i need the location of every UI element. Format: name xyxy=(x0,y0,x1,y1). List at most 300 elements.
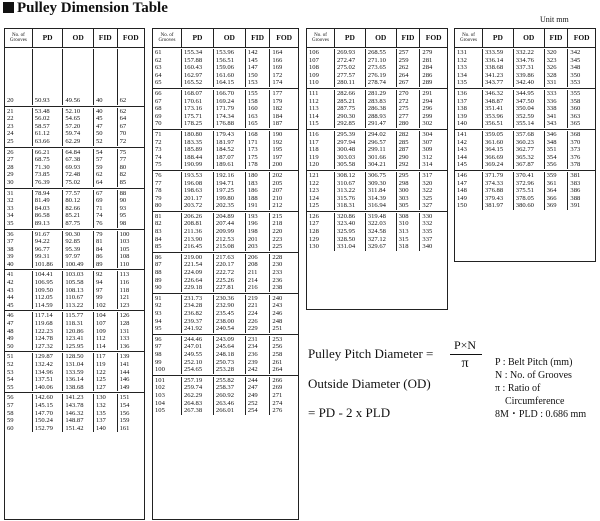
table-row xyxy=(307,79,447,87)
table-cell: 165 xyxy=(246,120,271,128)
table-cell: 54 xyxy=(5,376,33,384)
table-cell: 206.26 xyxy=(182,213,214,221)
table-cell: 100 xyxy=(119,230,130,238)
table-cell: 165.52 xyxy=(182,79,214,87)
table-cell: 285 xyxy=(397,139,421,147)
table-row xyxy=(153,261,298,269)
table-cell: 92 xyxy=(153,302,182,310)
table-row xyxy=(153,98,298,106)
column-header: PD xyxy=(33,29,64,47)
table-cell: 73.85 xyxy=(33,171,64,179)
table-cell: 38 xyxy=(5,246,33,254)
table-cell: 277 xyxy=(397,113,421,121)
table-cell: 93 xyxy=(153,310,182,318)
table-cell: 128.50 xyxy=(63,353,94,361)
table-cell: 351.41 xyxy=(483,105,514,113)
table-cell: 213.90 xyxy=(182,236,214,244)
table-cell: 123 xyxy=(119,301,130,309)
table-cell: 102 xyxy=(153,384,182,392)
table-cell: 361 xyxy=(545,180,569,188)
table-row xyxy=(5,108,144,116)
table-cell: 362.77 xyxy=(514,146,545,154)
table-cell: 310.67 xyxy=(335,180,366,188)
table-cell: 194.71 xyxy=(214,180,246,188)
table-cell: 154 xyxy=(119,401,130,409)
table-row xyxy=(307,105,447,113)
table-cell: 264.83 xyxy=(182,400,214,408)
table-cell: 257 xyxy=(397,49,421,57)
table-cell: 54.65 xyxy=(63,115,94,123)
table-row xyxy=(307,90,447,98)
table-cell: 348.87 xyxy=(483,98,514,106)
table-cell: 259 xyxy=(397,57,421,65)
column-header: FOD xyxy=(276,33,293,43)
table-cell: 350 xyxy=(570,71,581,79)
table-cell: 150.24 xyxy=(33,417,64,425)
column-header: FOD xyxy=(425,33,442,43)
table-cell: 320 xyxy=(422,179,433,187)
table-cell: 244.46 xyxy=(182,336,214,344)
table-cell: 144 xyxy=(119,368,130,376)
table-cell: 136 xyxy=(119,342,130,350)
table-cell: 95.39 xyxy=(63,246,94,254)
table-cell: 308.12 xyxy=(335,172,366,180)
table-cell: 189.61 xyxy=(214,161,246,169)
table-row xyxy=(153,90,298,98)
table-cell: 67.38 xyxy=(63,156,94,164)
table-cell: 346 xyxy=(545,131,569,139)
table-cell: 104 xyxy=(94,312,118,320)
table-cell: 62 xyxy=(119,97,127,104)
fraction-line xyxy=(450,354,482,355)
table-row xyxy=(307,243,447,251)
table-cell: 166.70 xyxy=(214,90,246,98)
table-cell: 121 xyxy=(307,172,335,180)
table-cell: 281.29 xyxy=(366,90,397,98)
table-cell: 204.89 xyxy=(214,213,246,221)
table-cell: 52 xyxy=(5,361,33,369)
table-cell: 88 xyxy=(119,189,127,197)
pitch-diameter-label: Pulley Pitch Diameter = xyxy=(308,346,434,361)
table-cell: 32 xyxy=(5,197,33,205)
table-row xyxy=(5,123,144,131)
table-cell: 42 xyxy=(5,279,33,287)
table-row xyxy=(153,202,298,210)
table-row xyxy=(307,195,447,203)
pulley-table-3 xyxy=(306,28,448,310)
table-row xyxy=(5,343,144,351)
table-cell: 344.95 xyxy=(514,90,545,98)
table-row xyxy=(5,369,144,377)
table-cell: 108.13 xyxy=(63,287,94,295)
table-row xyxy=(307,120,447,128)
table-cell: 103 xyxy=(153,392,182,400)
table-cell: 378 xyxy=(570,161,581,169)
table-cell: 64 xyxy=(119,115,127,123)
column-header: PD xyxy=(483,29,514,47)
table-row xyxy=(307,187,447,195)
table-cell: 222.72 xyxy=(214,269,246,277)
table-cell: 300 xyxy=(397,187,421,195)
table-cell: 69 xyxy=(153,113,182,121)
table-cell: 220.17 xyxy=(214,261,246,269)
row-group xyxy=(5,189,144,230)
table-row xyxy=(153,57,298,65)
table-row xyxy=(153,254,298,262)
table-cell: 72 xyxy=(153,139,182,147)
table-cell: 124.78 xyxy=(33,335,64,343)
table-cell: 376.88 xyxy=(483,187,514,195)
table-cell: 136.14 xyxy=(63,376,94,384)
table-row xyxy=(153,49,298,57)
table-cell: 360.23 xyxy=(514,139,545,147)
table-cell: 270 xyxy=(397,90,421,98)
table-cell: 187 xyxy=(272,120,283,128)
table-cell: 211.36 xyxy=(182,228,214,236)
table-cell: 359.05 xyxy=(483,131,514,139)
table-cell: 207.44 xyxy=(214,220,246,228)
table-cell: 116 xyxy=(119,279,130,287)
table-cell: 285.21 xyxy=(335,98,366,106)
table-cell: 336.14 xyxy=(483,57,514,65)
table-cell: 206 xyxy=(246,254,271,262)
table-cell: 246 xyxy=(272,310,283,317)
table-row xyxy=(153,195,298,203)
table-cell: 105 xyxy=(153,407,182,415)
table-cell: 225.26 xyxy=(214,277,246,285)
table-cell: 97.97 xyxy=(63,253,94,261)
table-row xyxy=(455,57,595,65)
table-cell: 375.51 xyxy=(514,187,545,195)
table-cell: 280 xyxy=(397,120,421,128)
table-cell: 199.80 xyxy=(214,195,246,203)
pitch-numerator: P×N xyxy=(453,338,477,352)
table-cell: 173 xyxy=(246,146,271,154)
table-cell: 220 xyxy=(272,228,283,236)
table-cell: 283.83 xyxy=(366,98,397,106)
table-cell: 141 xyxy=(119,361,130,368)
table-cell: 181.97 xyxy=(214,139,246,147)
table-cell: 57 xyxy=(5,402,33,410)
table-cell: 325 xyxy=(422,194,433,202)
table-cell: 57 xyxy=(94,156,118,164)
table-cell: 95 xyxy=(153,325,182,333)
table-row xyxy=(455,64,595,72)
table-cell: 202 xyxy=(272,171,283,179)
table-cell: 89 xyxy=(153,277,182,285)
table-cell: 41 xyxy=(5,271,33,279)
table-cell: 86 xyxy=(153,254,182,262)
column-header: No. of Grooves xyxy=(153,29,182,47)
table-cell: 215.08 xyxy=(214,243,246,251)
table-cell: 146 xyxy=(119,376,130,384)
table-cell: 168.07 xyxy=(182,90,214,98)
table-cell: 88 xyxy=(153,269,182,277)
table-cell: 183.35 xyxy=(182,139,214,147)
table-cell: 87.75 xyxy=(63,220,94,228)
table-header xyxy=(307,29,447,48)
table-cell: 66.21 xyxy=(33,149,64,157)
table-row xyxy=(5,246,144,254)
table-cell: 184.52 xyxy=(214,146,246,154)
table-cell: 160.43 xyxy=(182,64,214,72)
legend-pld: 8M・PLD : 0.686 mm xyxy=(495,409,587,420)
table-cell: 295.39 xyxy=(335,131,366,139)
table-cell: 59 xyxy=(5,417,33,425)
row-group xyxy=(455,48,595,89)
table-row xyxy=(153,343,298,351)
table-cell: 58 xyxy=(5,410,33,418)
table-cell: 95 xyxy=(119,212,127,220)
table-cell: 89 xyxy=(94,261,118,269)
table-row xyxy=(455,113,595,121)
table-cell: 102 xyxy=(94,302,118,310)
table-cell: 262.29 xyxy=(182,392,214,400)
table-header xyxy=(153,29,298,48)
table-cell: 106 xyxy=(307,49,335,57)
table-cell: 137.51 xyxy=(33,376,64,384)
table-row xyxy=(455,105,595,113)
pulley-table-4 xyxy=(454,28,596,262)
table-cell: 106.95 xyxy=(33,279,64,287)
table-row xyxy=(153,325,298,333)
table-cell: 192.16 xyxy=(214,172,246,180)
table-row xyxy=(5,261,144,269)
table-row xyxy=(153,351,298,359)
row-group xyxy=(153,212,298,253)
table-cell: 286.38 xyxy=(366,105,397,113)
table-cell: 183 xyxy=(246,180,271,188)
column-header: FOD xyxy=(573,33,590,43)
table-cell: 151 xyxy=(119,394,130,402)
row-group xyxy=(5,230,144,271)
table-cell: 140 xyxy=(94,425,118,433)
table-cell: 180.80 xyxy=(182,131,214,139)
table-row xyxy=(5,384,144,392)
table-cell: 351 xyxy=(545,146,569,154)
table-cell: 80.12 xyxy=(63,197,94,205)
table-cell: 107 xyxy=(307,57,335,65)
table-cell: 257.19 xyxy=(182,377,214,385)
table-cell: 255.82 xyxy=(214,377,246,385)
table-row xyxy=(5,410,144,418)
table-cell: 127 xyxy=(94,384,118,392)
table-cell: 86.58 xyxy=(33,212,64,220)
table-cell: 71 xyxy=(153,131,182,139)
table-cell: 83 xyxy=(153,228,182,236)
table-cell: 216.45 xyxy=(182,243,214,251)
table-cell: 310 xyxy=(397,220,421,228)
table-cell: 132 xyxy=(455,57,483,65)
table-cell: 94 xyxy=(94,279,118,287)
table-row xyxy=(153,366,298,374)
table-cell: 141 xyxy=(455,131,483,139)
table-cell: 291 xyxy=(422,89,433,97)
table-cell: 210 xyxy=(272,194,283,202)
table-cell: 142 xyxy=(455,139,483,147)
table-row xyxy=(153,392,298,400)
table-cell: 298 xyxy=(397,180,421,188)
row-group xyxy=(153,48,298,89)
table-row xyxy=(307,131,447,139)
table-row xyxy=(5,294,144,302)
table-cell: 289 xyxy=(422,79,433,87)
table-cell: 117 xyxy=(307,139,335,147)
table-cell: 179.43 xyxy=(214,131,246,139)
table-cell: 34 xyxy=(5,212,33,220)
table-cell: 342.40 xyxy=(514,79,545,87)
table-cell: 233 xyxy=(272,269,283,277)
table-cell: 156.51 xyxy=(214,57,246,65)
column-header: OD xyxy=(514,29,545,47)
table-cell: 268.55 xyxy=(366,49,397,57)
table-cell: 135 xyxy=(455,79,483,87)
table-cell: 59.74 xyxy=(63,130,94,138)
table-row xyxy=(455,154,595,162)
legend xyxy=(495,356,586,421)
table-cell: 307 xyxy=(422,138,433,146)
table-cell: 99 xyxy=(153,359,182,367)
table-cell: 75 xyxy=(119,148,127,156)
table-cell: 292 xyxy=(397,161,421,169)
table-row xyxy=(153,79,298,87)
table-cell: 89.13 xyxy=(33,220,64,228)
table-cell: 290.30 xyxy=(335,113,366,121)
table-cell: 364 xyxy=(545,187,569,195)
table-cell: 122.23 xyxy=(33,328,64,336)
table-cell: 56 xyxy=(5,394,33,402)
table-cell: 287 xyxy=(397,146,421,154)
table-cell: 355 xyxy=(570,89,581,97)
table-cell: 273.65 xyxy=(366,64,397,72)
table-cell: 104.41 xyxy=(33,271,64,279)
table-cell: 164 xyxy=(272,49,283,56)
table-cell: 350.04 xyxy=(514,105,545,113)
table-cell: 231.73 xyxy=(182,295,214,303)
table-row xyxy=(307,236,447,244)
table-cell: 128 xyxy=(307,228,335,236)
table-cell: 314 xyxy=(422,161,433,169)
table-row xyxy=(5,156,144,164)
row-group xyxy=(153,171,298,212)
table-row xyxy=(5,402,144,410)
table-cell: 302 xyxy=(422,120,433,128)
table-row xyxy=(153,180,298,188)
table-row xyxy=(307,146,447,154)
table-row xyxy=(307,72,447,80)
table-cell: 174 xyxy=(272,79,283,87)
table-cell: 322.03 xyxy=(366,220,397,228)
table-cell: 101 xyxy=(153,377,182,385)
table-cell: 180 xyxy=(246,172,271,180)
table-cell: 54 xyxy=(94,149,118,157)
table-cell: 381 xyxy=(570,171,581,179)
table-cell: 315 xyxy=(397,236,421,244)
table-cell: 248.18 xyxy=(214,351,246,359)
table-cell: 280.11 xyxy=(335,79,366,87)
table-cell: 90 xyxy=(153,284,182,292)
table-row xyxy=(153,400,298,408)
table-cell: 386 xyxy=(570,187,581,195)
table-row xyxy=(153,277,298,285)
table-row xyxy=(153,295,298,303)
column-header: No. of Grooves xyxy=(455,29,483,47)
table-cell: 275.02 xyxy=(335,64,366,72)
table-cell: 365.32 xyxy=(514,154,545,162)
table-cell: 262 xyxy=(397,64,421,72)
table-cell: 264 xyxy=(397,72,421,80)
table-row xyxy=(5,220,144,228)
table-cell: 318 xyxy=(397,243,421,251)
table-cell: 224.09 xyxy=(182,269,214,277)
title-text: Pulley Dimension Table xyxy=(17,0,168,16)
table-cell: 108 xyxy=(307,64,335,72)
table-cell: 256 xyxy=(272,343,283,351)
table-cell: 236.82 xyxy=(182,310,214,318)
table-cell: 177 xyxy=(272,89,283,97)
table-cell: 340 xyxy=(422,243,433,251)
table-cell: 195 xyxy=(272,146,283,154)
table-row xyxy=(153,220,298,228)
table-cell: 227.81 xyxy=(214,284,246,292)
table-cell: 205 xyxy=(272,179,283,187)
table-cell: 90.30 xyxy=(63,231,94,239)
table-cell: 217.63 xyxy=(214,254,246,262)
table-cell: 62 xyxy=(153,57,182,65)
table-cell: 50 xyxy=(94,130,118,138)
table-cell: 147 xyxy=(455,180,483,188)
table-cell: 343 xyxy=(545,120,569,128)
table-row xyxy=(5,328,144,336)
table-cell: 339.86 xyxy=(514,72,545,80)
table-row xyxy=(153,359,298,367)
table-cell: 67 xyxy=(153,98,182,106)
table-cell: 69.93 xyxy=(63,164,94,172)
column-header: FID xyxy=(94,29,118,47)
table-cell: 193 xyxy=(246,213,271,221)
column-header: PD xyxy=(182,29,214,47)
table-cell: 239 xyxy=(246,359,271,367)
table-cell: 132 xyxy=(94,402,118,410)
table-cell: 169.24 xyxy=(214,98,246,106)
table-cell: 203 xyxy=(246,243,271,251)
table-cell: 292.85 xyxy=(335,120,366,128)
table-cell: 219.00 xyxy=(182,254,214,262)
table-cell: 212 xyxy=(272,202,283,210)
table-row xyxy=(153,154,298,162)
table-cell: 99.31 xyxy=(33,253,64,261)
table-cell: 357.68 xyxy=(514,131,545,139)
table-cell: 133 xyxy=(455,64,483,72)
table-row xyxy=(5,164,144,172)
table-cell: 200 xyxy=(272,161,283,169)
table-row xyxy=(455,72,595,80)
table-cell: 40 xyxy=(94,97,118,105)
table-cell: 169 xyxy=(272,64,283,72)
table-cell: 97 xyxy=(94,287,118,295)
table-cell: 62.29 xyxy=(63,138,94,146)
table-row xyxy=(455,49,595,57)
table-cell: 49.56 xyxy=(63,97,94,105)
table-cell: 193.53 xyxy=(182,172,214,180)
table-cell: 150 xyxy=(246,72,271,80)
table-cell: 59 xyxy=(94,164,118,172)
table-row xyxy=(455,90,595,98)
table-cell: 267.38 xyxy=(182,407,214,415)
table-cell: 131.04 xyxy=(63,361,94,369)
table-cell: 335 xyxy=(422,228,433,236)
table-cell: 159.06 xyxy=(214,64,246,72)
